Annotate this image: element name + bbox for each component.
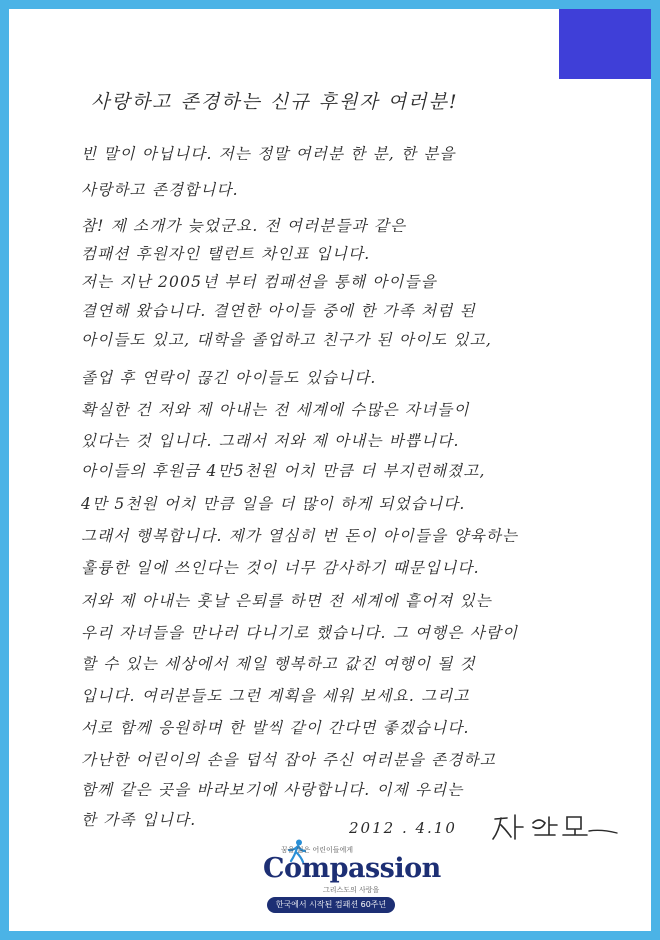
letter-line: 함께 같은 곳을 바라보기에 사랑합니다. 이제 우리는 (81, 781, 464, 799)
letter-line: 서로 함께 응원하며 한 발씩 같이 간다면 좋겠습니다. (81, 719, 470, 737)
letter-line: 할 수 있는 세상에서 제일 행복하고 값진 여행이 될 것 (81, 655, 476, 673)
letter-line: 저와 제 아내는 훗날 은퇴를 하면 전 세계에 흩어져 있는 (81, 592, 492, 610)
letter-line: 있다는 것 입니다. 그래서 저와 제 아내는 바쁩니다. (81, 432, 460, 450)
letter-line: 사랑하고 존경합니다. (81, 181, 239, 199)
letter-line: 졸업 후 연락이 끊긴 아이들도 있습니다. (81, 369, 377, 387)
letter-line: 아이들의 후원금 4만5천원 어치 만큼 더 부지런해졌고, (81, 462, 486, 480)
letter-line: 가난한 어린이의 손을 덥석 잡아 주신 여러분을 존경하고 (81, 751, 496, 769)
logo-wordmark: Compassion (263, 853, 441, 884)
letter-line: 우리 자녀들을 만나러 다니기로 했습니다. 그 여행은 사람이 (81, 624, 519, 642)
letter-line: 그래서 행복합니다. 제가 열심히 번 돈이 아이들을 양육하는 (81, 527, 519, 545)
letter-paper (9, 9, 651, 931)
letter-line: 참! 제 소개가 늦었군요. 전 여러분들과 같은 (81, 217, 407, 235)
letter-line: 아이들도 있고, 대학을 졸업하고 친구가 된 아이도 있고, (81, 331, 492, 349)
letter-line: 훌륭한 일에 쓰인다는 것이 너무 감사하기 때문입니다. (81, 559, 480, 577)
logo-tagline: 꿈을 잃은 어린이들에게 (281, 846, 354, 854)
letter-line: 확실한 건 저와 제 아내는 전 세계에 수많은 자녀들이 (81, 401, 470, 419)
logo-subtitle: 그리스도의 사랑을 (323, 886, 380, 894)
letter-line: 결연해 왔습니다. 결연한 아이들 중에 한 가족 처럼 된 (81, 302, 476, 320)
handwritten-signature (489, 809, 621, 843)
letter-line: 컴패션 후원자인 탤런트 차인표 입니다. (81, 245, 371, 263)
anniversary-banner: 한국에서 시작된 컴패션 60주년 (267, 897, 395, 913)
letter-line: 저는 지난 2005년 부터 컴패션을 통해 아이들을 (81, 273, 437, 291)
compassion-logo (241, 839, 441, 929)
letter-line: 4만 5천원 어치 만큼 일을 더 많이 하게 되었습니다. (81, 495, 466, 513)
letter-line: 한 가족 입니다. (81, 811, 197, 829)
letter-date: 2012 . 4.10 (349, 819, 457, 837)
letter-line: 입니다. 여러분들도 그런 계획을 세워 보세요. 그리고 (81, 687, 470, 705)
letter-line: 빈 말이 아닙니다. 저는 정말 여러분 한 분, 한 분을 (81, 145, 456, 163)
handwritten-letter (9, 9, 651, 931)
letter-greeting: 사랑하고 존경하는 신규 후원자 여러분! (91, 91, 459, 113)
